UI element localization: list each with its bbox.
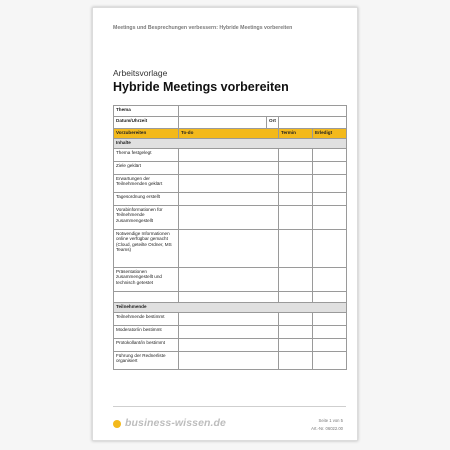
document-page (92, 7, 358, 441)
todo-cell[interactable] (179, 175, 279, 193)
erledigt-cell[interactable] (313, 175, 347, 193)
todo-cell[interactable] (179, 326, 279, 339)
erledigt-cell[interactable] (313, 193, 347, 206)
table-row (114, 339, 347, 352)
table-row (114, 162, 347, 175)
table-row (114, 175, 347, 193)
task-label: Protokollant/in bestimmt (114, 339, 179, 352)
todo-cell[interactable] (179, 352, 279, 370)
col-header-todo: To-do (179, 129, 279, 139)
todo-cell[interactable] (179, 206, 279, 230)
page-info (311, 417, 343, 432)
termin-cell[interactable] (279, 162, 313, 175)
table-row (114, 230, 347, 268)
footer-divider (113, 406, 346, 407)
table-row (114, 206, 347, 230)
termin-cell[interactable] (279, 175, 313, 193)
todo-cell[interactable] (179, 230, 279, 268)
erledigt-cell[interactable] (313, 339, 347, 352)
erledigt-cell[interactable] (313, 162, 347, 175)
logo-text: business-wissen.de (125, 417, 227, 429)
erledigt-cell[interactable] (313, 326, 347, 339)
logo-dot-icon (113, 420, 121, 428)
task-label: Notwendige Informationen online verfügbar gemacht (Cloud, geteilte Ordner, MS Teams) (114, 230, 179, 268)
termin-cell[interactable] (279, 206, 313, 230)
termin-cell[interactable] (279, 313, 313, 326)
section-row-teilnehmende (114, 303, 347, 313)
teilnehmende-rows (114, 313, 347, 370)
task-label: Führung der Rednerliste organisiert (114, 352, 179, 370)
termin-cell[interactable] (279, 339, 313, 352)
col-header-vorzubereiten: Vorzubereiten (114, 129, 179, 139)
erledigt-cell[interactable] (313, 352, 347, 370)
ort-label: Ort (267, 117, 279, 129)
task-label: Ziele geklärt (114, 162, 179, 175)
section-label-teilnehmende: Teilnehmende (114, 303, 347, 313)
task-label: Moderator/in bestimmt (114, 326, 179, 339)
erledigt-cell[interactable] (313, 313, 347, 326)
termin-cell[interactable] (279, 193, 313, 206)
termin-cell[interactable] (279, 149, 313, 162)
todo-cell[interactable] (179, 313, 279, 326)
document-title: Hybride Meetings vorbereiten (113, 80, 289, 94)
inhalte-rows (114, 149, 347, 292)
article-number: Art.-Nr. 06022.00 (311, 425, 343, 431)
erledigt-cell[interactable] (313, 268, 347, 292)
datum-row (114, 117, 347, 129)
termin-cell[interactable] (279, 230, 313, 268)
table-row-empty (114, 292, 347, 303)
planning-form-table (113, 105, 347, 370)
task-label: Teilnehmende bestimmt (114, 313, 179, 326)
task-label: Thema festgelegt (114, 149, 179, 162)
table-row (114, 313, 347, 326)
todo-cell[interactable] (179, 149, 279, 162)
table-row (114, 326, 347, 339)
column-header-row (114, 129, 347, 139)
datum-label: Datum/Uhrzeit (114, 117, 179, 129)
document-subtitle: Arbeitsvorlage (113, 68, 168, 78)
ort-field[interactable] (279, 117, 347, 129)
thema-field[interactable] (179, 106, 347, 117)
page-number: Seite 1 von 5 (318, 418, 343, 423)
termin-cell[interactable] (279, 268, 313, 292)
running-header: Meetings und Besprechungen verbessern: Hybride Meetings vorbereiten (113, 25, 293, 31)
table-row (114, 193, 347, 206)
todo-cell[interactable] (179, 268, 279, 292)
termin-cell[interactable] (279, 352, 313, 370)
termin-cell[interactable] (279, 326, 313, 339)
todo-cell[interactable] (179, 162, 279, 175)
col-header-erledigt: Erledigt (313, 129, 347, 139)
erledigt-cell[interactable] (313, 149, 347, 162)
section-row-inhalte (114, 139, 347, 149)
thema-row (114, 106, 347, 117)
table-row (114, 352, 347, 370)
task-label: Erwartungen der Teilnehmenden geklärt (114, 175, 179, 193)
thema-label: Thema (114, 106, 179, 117)
erledigt-cell[interactable] (313, 206, 347, 230)
section-label-inhalte: Inhalte (114, 139, 347, 149)
task-label: Präsentationen zusammengestellt und technisch getestet (114, 268, 179, 292)
erledigt-cell[interactable] (313, 230, 347, 268)
table-row (114, 149, 347, 162)
todo-cell[interactable] (179, 339, 279, 352)
task-label: Tagesordnung erstellt (114, 193, 179, 206)
datum-field[interactable] (179, 117, 267, 129)
table-row (114, 268, 347, 292)
col-header-termin: Termin (279, 129, 313, 139)
todo-cell[interactable] (179, 193, 279, 206)
task-label: Vorabinformationen für Teilnehmende zusammengestellt (114, 206, 179, 230)
